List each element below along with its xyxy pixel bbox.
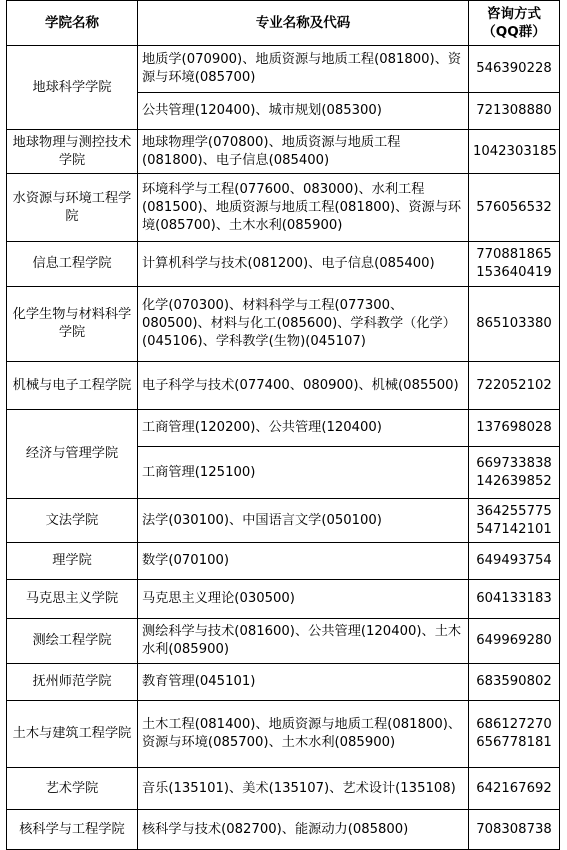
table-row	[7, 619, 560, 664]
table-row	[7, 287, 560, 362]
table-row	[7, 242, 560, 287]
qq-number: 547142101	[476, 521, 552, 537]
qq-number: 1042303185	[473, 143, 557, 159]
college-cell: 核科学与工程学院	[7, 810, 138, 850]
qq-cell	[469, 499, 560, 543]
table-row	[7, 543, 560, 580]
major-cell: 土木工程(081400)、地质资源与地质工程(081800)、资源与环境(085700)、土木水利(085900)	[138, 701, 469, 768]
qq-number: 649969280	[476, 633, 552, 648]
qq-number: 708308738	[476, 821, 552, 837]
qq-cell	[469, 768, 560, 810]
major-cell: 地球物理学(070800)、地质资源与地质工程(081800)、电子信息(085400)	[138, 130, 469, 174]
qq-cell	[469, 701, 560, 768]
table-row	[7, 130, 560, 174]
major-cell: 法学(030100)、中国语言文学(050100)	[138, 499, 469, 543]
qq-number: 770881865	[476, 247, 552, 262]
qq-cell	[469, 93, 560, 130]
qq-number: 137698028	[476, 420, 552, 435]
major-cell: 电子科学与技术(077400、080900)、机械(085500)	[138, 362, 469, 410]
college-cell: 地球物理与测控技术学院	[7, 130, 138, 174]
table-row	[7, 362, 560, 410]
table-row	[7, 768, 560, 810]
qq-number: 142639852	[476, 473, 552, 489]
header-contact-line2: （QQ群）	[482, 24, 546, 40]
college-cell: 理学院	[7, 543, 138, 580]
qq-number: 364255775	[476, 503, 552, 519]
header-contact-line1: 咨询方式	[487, 6, 541, 22]
major-cell: 地质学(070900)、地质资源与地质工程(081800)、资源与环境(085700)	[138, 46, 469, 93]
college-cell: 艺术学院	[7, 768, 138, 810]
qq-number: 642167692	[476, 780, 552, 796]
qq-cell	[469, 287, 560, 362]
header-row	[7, 1, 560, 46]
enrollment-contact-table	[6, 0, 560, 850]
qq-number: 604133183	[476, 591, 552, 606]
qq-number: 865103380	[476, 316, 552, 331]
qq-cell	[469, 580, 560, 619]
header-contact	[469, 1, 560, 46]
college-cell: 马克思主义学院	[7, 580, 138, 619]
major-cell: 工商管理(120200)、公共管理(120400)	[138, 410, 469, 447]
table-row	[7, 810, 560, 850]
major-cell: 计算机科学与技术(081200)、电子信息(085400)	[138, 242, 469, 287]
qq-cell	[469, 664, 560, 701]
header-major: 专业名称及代码	[138, 1, 469, 46]
table-row	[7, 174, 560, 242]
table-row	[7, 701, 560, 768]
qq-cell	[469, 619, 560, 664]
table-row	[7, 580, 560, 619]
qq-number: 721308880	[476, 103, 552, 118]
major-cell: 环境科学与工程(077600、083000)、水利工程(081500)、地质资源与地质工程(081800)、资源与环境(085700)、土木水利(085900)	[138, 174, 469, 242]
college-cell: 测绘工程学院	[7, 619, 138, 664]
major-cell: 公共管理(120400)、城市规划(085300)	[138, 93, 469, 130]
major-cell: 测绘科学与技术(081600)、公共管理(120400)、土木水利(085900)	[138, 619, 469, 664]
major-cell: 工商管理(125100)	[138, 447, 469, 499]
qq-number: 649493754	[476, 553, 552, 568]
major-cell: 化学(070300)、材料科学与工程(077300、080500)、材料与化工(085600)、学科教学（化学）(045106)、学科教学(生物)(045107)	[138, 287, 469, 362]
major-cell: 马克思主义理论(030500)	[138, 580, 469, 619]
college-cell: 化学生物与材料科学学院	[7, 287, 138, 362]
college-cell: 经济与管理学院	[7, 410, 138, 499]
major-cell: 教育管理(045101)	[138, 664, 469, 701]
qq-cell	[469, 447, 560, 499]
college-cell: 抚州师范学院	[7, 664, 138, 701]
qq-number: 686127270	[476, 717, 552, 732]
qq-number: 153640419	[476, 265, 552, 280]
college-cell: 机械与电子工程学院	[7, 362, 138, 410]
qq-cell	[469, 362, 560, 410]
qq-number: 576056532	[476, 199, 552, 215]
college-cell: 信息工程学院	[7, 242, 138, 287]
table-row	[7, 46, 560, 93]
qq-cell	[469, 543, 560, 580]
major-cell: 数学(070100)	[138, 543, 469, 580]
qq-number: 546390228	[476, 61, 552, 76]
header-college: 学院名称	[7, 1, 138, 46]
qq-cell	[469, 810, 560, 850]
college-cell: 水资源与环境工程学院	[7, 174, 138, 242]
college-cell: 文法学院	[7, 499, 138, 543]
major-cell: 核科学与技术(082700)、能源动力(085800)	[138, 810, 469, 850]
qq-number: 669733838	[476, 455, 552, 471]
major-cell: 音乐(135101)、美术(135107)、艺术设计(135108)	[138, 768, 469, 810]
qq-cell	[469, 46, 560, 93]
college-cell: 地球科学学院	[7, 46, 138, 130]
qq-number: 656778181	[476, 735, 552, 750]
college-cell: 土木与建筑工程学院	[7, 701, 138, 768]
table-row	[7, 499, 560, 543]
qq-number: 683590802	[476, 674, 552, 689]
qq-cell	[469, 130, 560, 174]
qq-cell	[469, 410, 560, 447]
table-row	[7, 410, 560, 447]
table-row	[7, 664, 560, 701]
qq-cell	[469, 242, 560, 287]
qq-cell	[469, 174, 560, 242]
qq-number: 722052102	[476, 377, 552, 393]
